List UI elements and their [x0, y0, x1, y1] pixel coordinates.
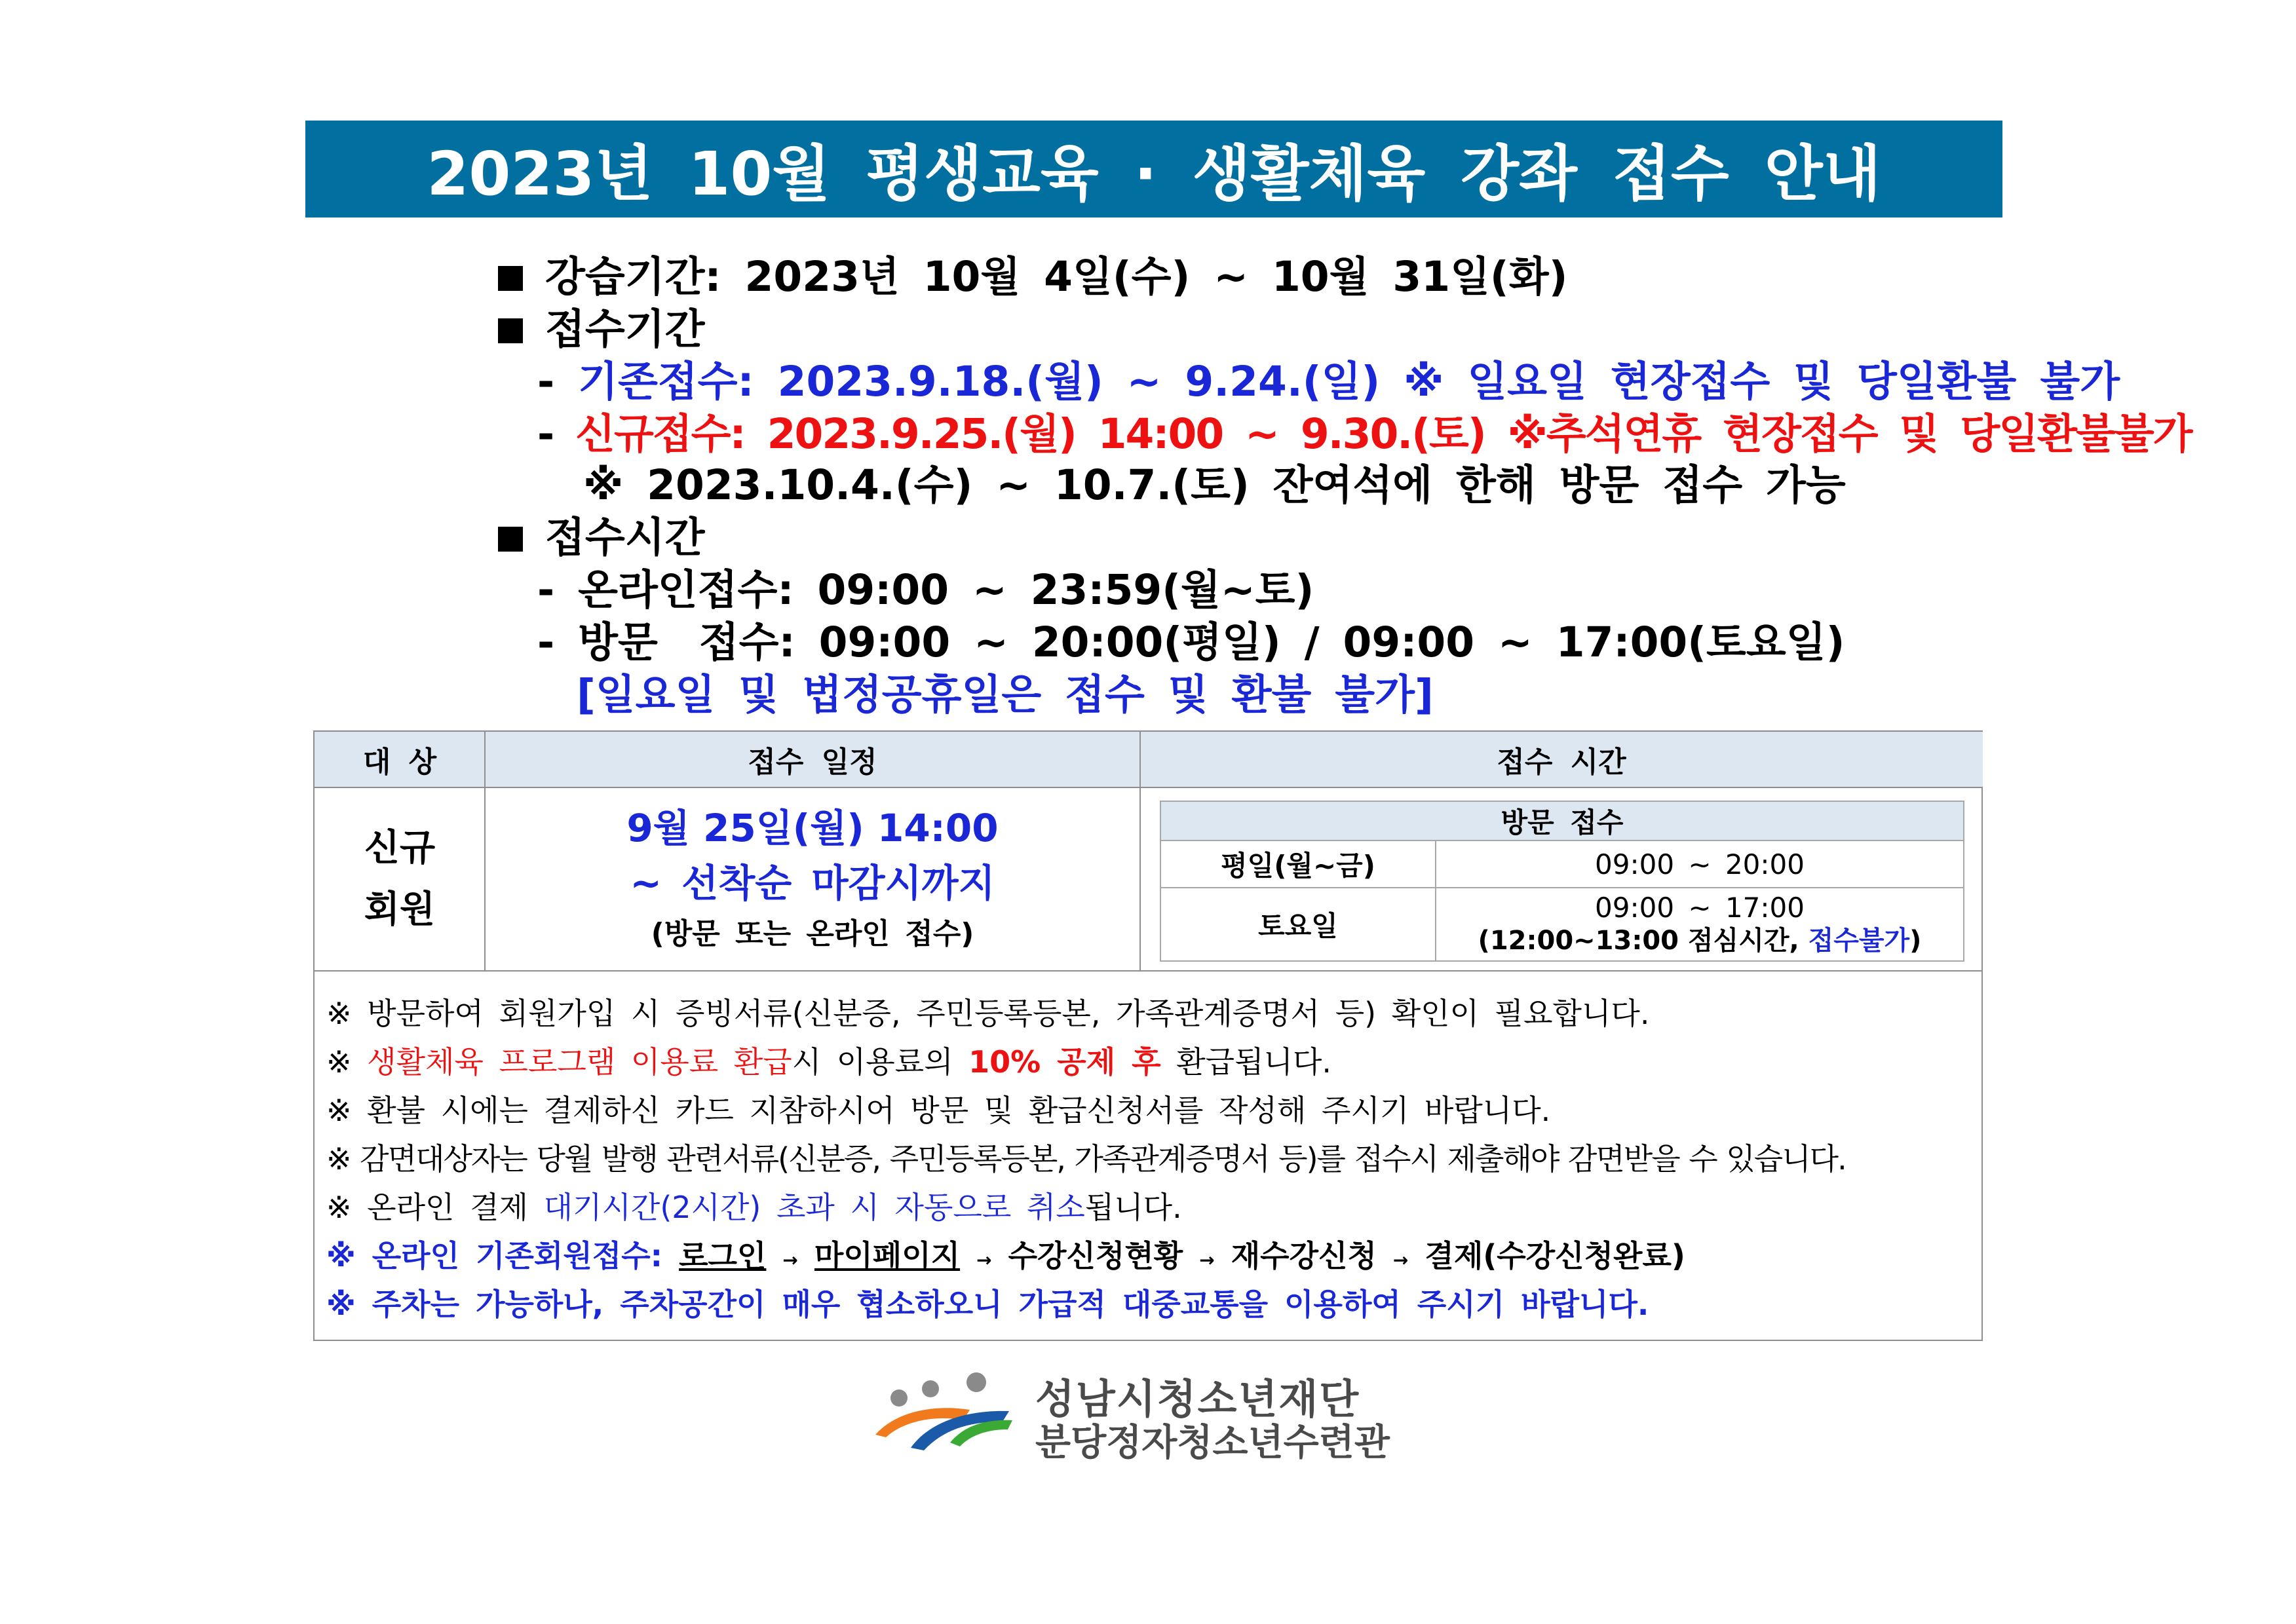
target-line: 회원 [364, 888, 436, 931]
schedule-method: (방문 또는 온라인 접수) [651, 917, 974, 951]
note-highlight: 10% 공제 후 [968, 1044, 1161, 1080]
note-line [326, 1184, 1182, 1227]
saturday-note-highlight: 접수불가 [1808, 926, 1910, 956]
logo-mark-icon [871, 1364, 1022, 1462]
note-line [326, 1038, 1331, 1082]
note-line: ※ 방문하여 회원가입 시 증빙서류(신분증, 주민등록등본, 가족관계증명서 등) 확인이 필요합니다. [326, 996, 1650, 1031]
saturday-note [1478, 924, 1922, 957]
schedule-table [313, 730, 1983, 1341]
saturday-note-close: ) [1909, 926, 1922, 956]
schedule-end: ~ 선착순 마감시까지 [630, 861, 995, 905]
period-line [498, 244, 1567, 303]
visit-hours-table [1160, 801, 1964, 962]
header-target: 대 상 [315, 732, 485, 788]
arrow-icon: → [1199, 1249, 1215, 1271]
note-highlight: 대기시간(2시간) 초과 시 자동으로 취소 [543, 1190, 1085, 1225]
saturday-note-text: (12:00~13:00 점심시간, [1478, 926, 1808, 956]
square-bullet-icon [498, 318, 523, 343]
schedule-cell [485, 788, 1140, 970]
note-highlight: 생활체육 프로그램 이용료 환급 [367, 1044, 792, 1080]
existing-line [537, 349, 2120, 408]
dash: - [537, 358, 579, 406]
period-text: 강습기간: 2023년 10월 4일(수) ~ 10월 31일(화) [545, 253, 1568, 301]
holiday-note: [일요일 및 법정공휴일은 접수 및 환불 불가] [577, 671, 1434, 719]
note-line: ※ 주차는 가능하나, 주차공간이 매우 협소하오니 가급적 대중교통을 이용하여 주시기 바랍니다. [326, 1287, 1649, 1322]
note-text: 시 이용료의 [792, 1044, 969, 1080]
weekday-label: 평일(월~금) [1161, 841, 1436, 887]
remaining-seats-note: ※ 2023.10.4.(수) ~ 10.7.(토) 잔여석에 한해 방문 접수 가능 [583, 461, 1846, 509]
step-status: 수강신청현황 [1008, 1238, 1183, 1274]
arrow-icon: → [782, 1249, 798, 1271]
note-highlight: ※ 온라인 기존회원접수: [326, 1238, 679, 1274]
step-reenroll: 재수강신청 [1231, 1238, 1377, 1274]
step-mypage: 마이페이지 [814, 1238, 961, 1274]
saturday-label: 토요일 [1161, 888, 1436, 960]
square-bullet-icon [498, 527, 523, 552]
foundation-logo [871, 1364, 1409, 1462]
step-login: 로그인 [679, 1238, 767, 1274]
note-line: ※ 감면대상자는 당월 발행 관련서류(신분증, 주민등록등본, 가족관계증명서 등)를 접수시 제출해야 감면받을 수 있습니다. [326, 1141, 1846, 1177]
arrow-icon: → [1392, 1249, 1409, 1271]
target-line: 신규 [364, 827, 436, 869]
square-bullet-icon [498, 266, 523, 291]
note-text: 환급됩니다. [1160, 1044, 1332, 1080]
note-text: ※ 온라인 결제 [326, 1190, 544, 1225]
logo-line-2: 분당정자청소년수련관 [1035, 1422, 1390, 1464]
step-payment: 결제(수강신청완료) [1425, 1238, 1685, 1274]
time-heading [498, 504, 704, 564]
page-title: 2023년 10월 평생교육 · 생활체육 강좌 접수 안내 [305, 121, 2002, 217]
dash: - [537, 410, 576, 458]
note-line [326, 1232, 1685, 1275]
visit-hours-title: 방문 접수 [1161, 802, 1963, 841]
reception-label: 접수기간 [545, 305, 705, 353]
schedule-start: 9월 25일(월) 14:00 [626, 806, 999, 850]
note-text: 됩니다. [1084, 1190, 1182, 1225]
saturday-row [1161, 888, 1963, 960]
target-cell [315, 788, 485, 970]
new-reception-text: 신규접수: 2023.9.25.(월) 14:00 ~ 9.30.(토) ※추석연휴 현장접수 및 당일환불불가 [575, 410, 2192, 458]
logo-line-1: 성남시청소년재단 [1035, 1375, 1360, 1423]
visit-time-line: - 방문 접수: 09:00 ~ 20:00(평일) / 09:00 ~ 17:00(토요일) [537, 618, 1845, 666]
note-line: ※ 환불 시에는 결제하신 카드 지참하시어 방문 및 환급신청서를 작성해 주시기 바랍니다. [326, 1093, 1551, 1128]
weekday-row [1161, 841, 1963, 888]
arrow-icon: → [976, 1249, 992, 1271]
saturday-time: 09:00 ~ 17:00 [1595, 892, 1805, 924]
online-time-line: - 온라인접수: 09:00 ~ 23:59(월~토) [537, 566, 1314, 614]
time-label: 접수시간 [545, 514, 705, 561]
weekday-time: 09:00 ~ 20:00 [1595, 848, 1805, 880]
note-mark: ※ [326, 1044, 368, 1080]
saturday-cell [1436, 888, 1963, 960]
header-time: 접수 시간 [1140, 732, 1983, 788]
reception-heading [498, 296, 704, 356]
notes-section [315, 970, 1981, 1322]
existing-reception-text: 기존접수: 2023.9.18.(월) ~ 9.24.(일) ※ 일요일 현장접수 및 당일환불 불가 [578, 358, 2120, 406]
header-schedule: 접수 일정 [485, 732, 1140, 788]
